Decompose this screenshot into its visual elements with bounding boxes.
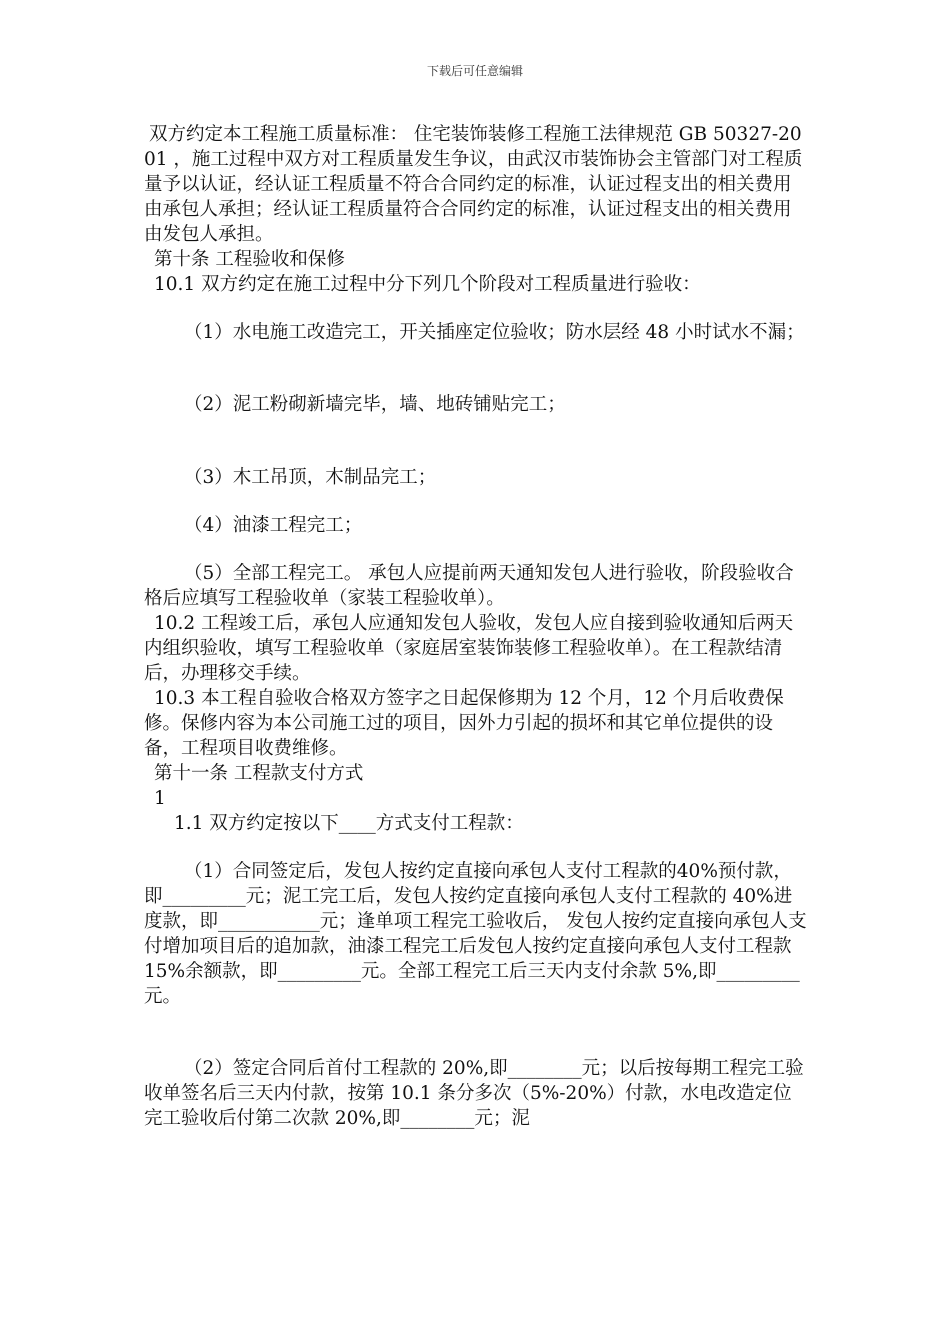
- stage-2-item: （2）泥工粉砌新墙完毕，墙、地砖铺贴完工；: [184, 394, 566, 415]
- clause-10-2: 10.2 工程竣工后，承包人应通知发包人验收，发包人应自接到验收通知后两天内组织验收，填写工程验收单（家庭居室装饰装修工程验收单）。在工程款结清后，办理移交手续。: [144, 613, 794, 684]
- clause-11-1: 1.1 双方约定按以下____方式支付工程款：: [174, 813, 524, 834]
- header-note: 下载后可任意编辑: [426, 64, 523, 78]
- stage-5-item: （5）全部工程完工。 承包人应提前两天通知发包人进行验收，阶段验收合格后应填写工程验收单（家装工程验收单）。: [144, 563, 794, 609]
- payment-method-1: （1）合同签定后，发包人按约定直接向承包人支付工程款的40%预付款，即_________元；泥工完工后，发包人按约定直接向承包人支付工程款的 40%进度款，即___________元；逢单项工程完工验收后， 发包人按约定直接向承包人支付增加项目后的追加款，油漆工程完工后发包人按约定直接向承包人支付工程款 15%余额款，即_________元。全部工程完工后三天内支付余款 5%,即_________元。: [144, 861, 807, 1007]
- payment-method-2: （2）签定合同后首付工程款的 20%,即________元；以后按每期工程完工验收单签名后三天内付款，按第 10.1 条分多次（5%-20%）付款，水电改造定位完工验收后付第二次款 20%,即________元；泥: [144, 1058, 804, 1129]
- article-10-heading: 第十条 工程验收和保修: [154, 249, 345, 270]
- article-11-heading: 第十一条 工程款支付方式: [154, 763, 364, 784]
- quality-standard-paragraph: 双方约定本工程施工质量标准： 住宅装饰装修工程施工法律规范 GB 50327-2001 ，施工过程中双方对工程质量发生争议，由武汉市装饰协会主管部门对工程质量予以认证，经认证工程质量不符合合同约定的标准，认证过程支出的相关费用由承包人承担；经认证工程质量符合合同约定的标准，认证过程支出的相关费用由发包人承担。: [144, 124, 803, 245]
- clause-10-1: 10.1 双方约定在施工过程中分下列几个阶段对工程质量进行验收：: [154, 274, 701, 295]
- clause-number-fragment: 1: [154, 788, 166, 809]
- stage-4-item: （4）油漆工程完工；: [184, 515, 363, 536]
- stage-3-item: （3）木工吊顶，木制品完工；: [184, 467, 437, 488]
- stage-1-item: （1）水电施工改造完工，开关插座定位验收；防水层经 48 小时试水不漏；: [184, 322, 805, 343]
- document-body: [144, 122, 809, 1131]
- clause-10-3: 10.3 本工程自验收合格双方签字之日起保修期为 12 个月，12 个月后收费保修。保修内容为本公司施工过的项目，因外力引起的损坏和其它单位提供的设备，工程项目收费维修。: [144, 688, 784, 759]
